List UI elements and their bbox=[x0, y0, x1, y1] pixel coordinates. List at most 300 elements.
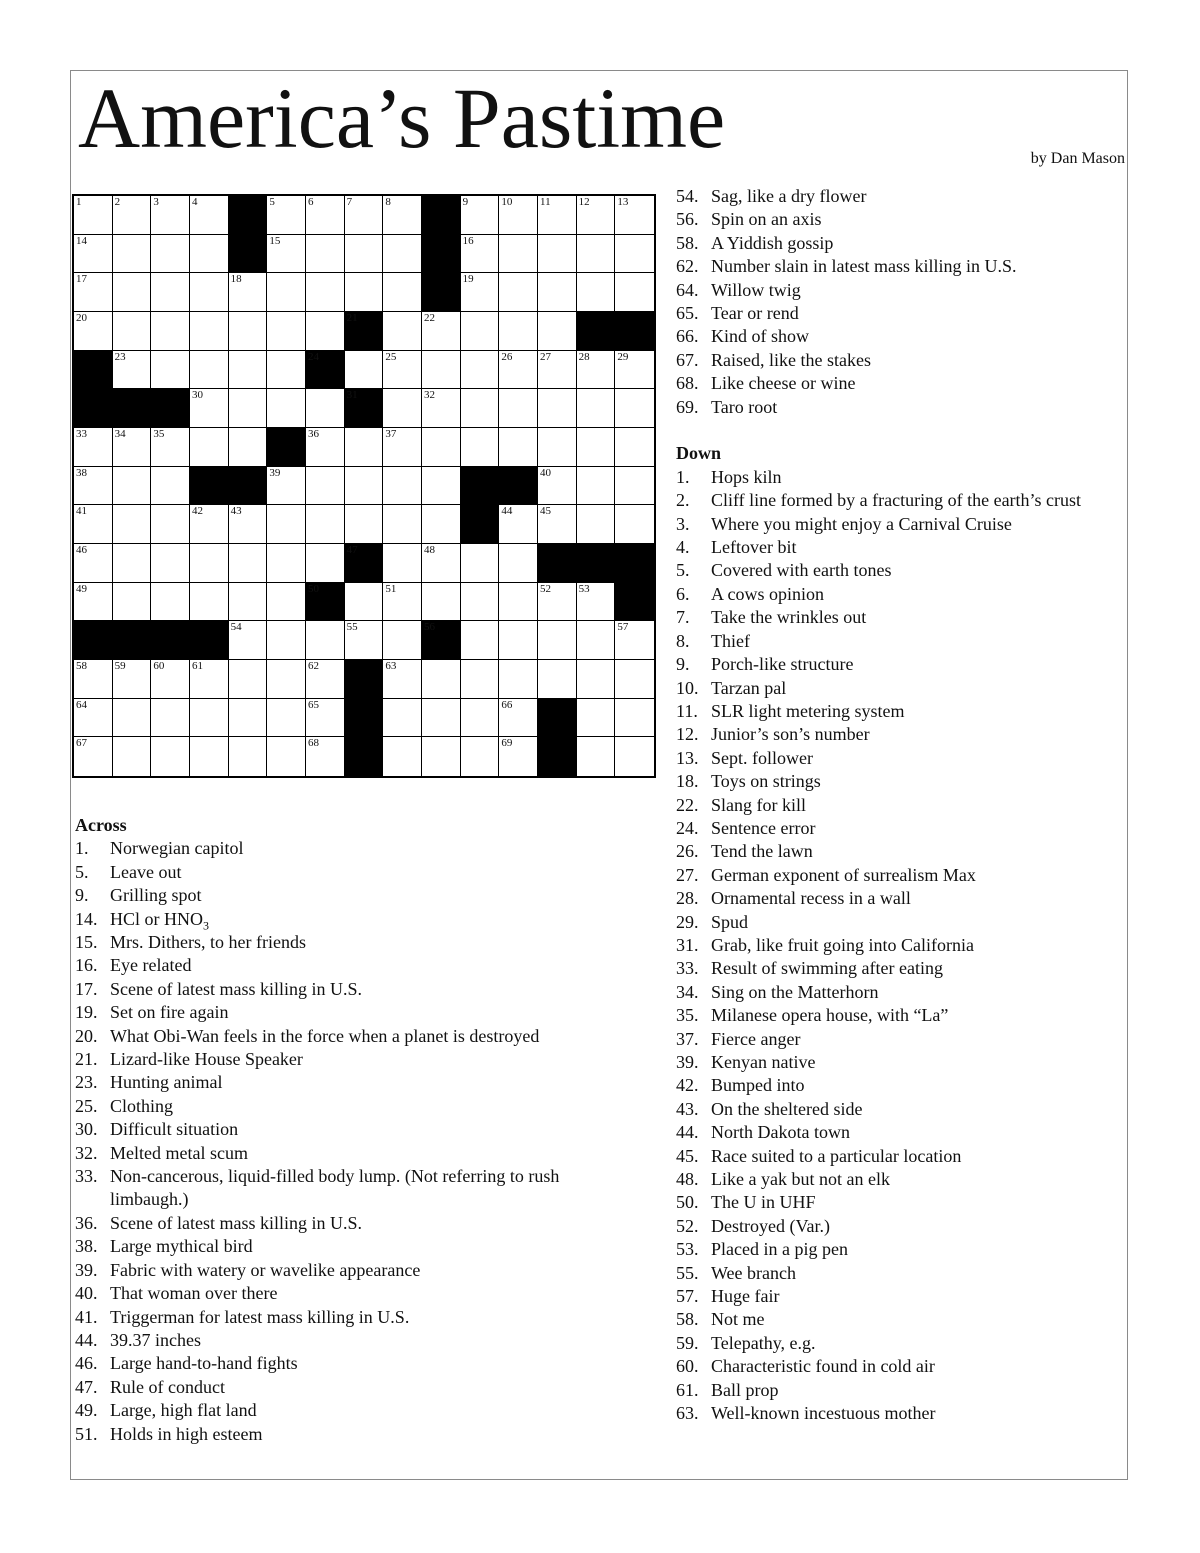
down-clue bbox=[676, 630, 1126, 653]
down-clue bbox=[676, 1168, 1126, 1191]
grid-cell[interactable] bbox=[113, 505, 152, 544]
grid-cell[interactable] bbox=[113, 351, 152, 390]
grid-cell[interactable] bbox=[267, 660, 306, 699]
grid-cell[interactable] bbox=[422, 583, 461, 622]
grid-cell[interactable] bbox=[383, 505, 422, 544]
grid-cell[interactable] bbox=[499, 583, 538, 622]
cell-number: 31 bbox=[346, 389, 358, 402]
grid-cell[interactable] bbox=[499, 660, 538, 699]
black-square bbox=[461, 467, 500, 506]
grid-cell[interactable] bbox=[577, 737, 616, 776]
grid-cell[interactable] bbox=[306, 737, 345, 776]
grid-cell[interactable] bbox=[74, 467, 113, 506]
grid-cell[interactable] bbox=[538, 196, 577, 235]
grid-cell[interactable] bbox=[113, 273, 152, 312]
grid-cell[interactable] bbox=[383, 699, 422, 738]
across-clue bbox=[75, 1071, 615, 1094]
grid-cell[interactable] bbox=[190, 699, 229, 738]
clue-text: Destroyed (Var.) bbox=[711, 1215, 830, 1236]
grid-cell[interactable] bbox=[306, 621, 345, 660]
cell-number: 6 bbox=[308, 196, 314, 208]
grid-cell[interactable] bbox=[461, 351, 500, 390]
clue-text: Tarzan pal bbox=[711, 677, 787, 698]
down-clue bbox=[676, 536, 1126, 559]
grid-cell[interactable] bbox=[577, 196, 616, 235]
down-clue bbox=[676, 794, 1126, 817]
grid-cell[interactable] bbox=[151, 428, 190, 467]
grid-cell[interactable] bbox=[151, 699, 190, 738]
clue-number: 38. bbox=[75, 1236, 98, 1257]
cell-number: 30 bbox=[192, 389, 203, 402]
grid-cell[interactable] bbox=[229, 699, 268, 738]
clue-number: 58. bbox=[676, 232, 699, 253]
grid-cell[interactable] bbox=[306, 660, 345, 699]
grid-cell[interactable] bbox=[306, 428, 345, 467]
grid-cell[interactable] bbox=[306, 196, 345, 235]
down-clue bbox=[676, 770, 1126, 793]
grid-cell[interactable] bbox=[577, 467, 616, 506]
grid-cell[interactable] bbox=[151, 196, 190, 235]
clue-number: 52. bbox=[676, 1215, 699, 1236]
grid-cell[interactable] bbox=[74, 312, 113, 351]
grid-cell[interactable] bbox=[499, 505, 538, 544]
clue-text: Slang for kill bbox=[711, 794, 806, 815]
grid-cell[interactable] bbox=[267, 505, 306, 544]
grid-cell[interactable] bbox=[190, 737, 229, 776]
down-clue bbox=[676, 957, 1126, 980]
grid-cell[interactable] bbox=[461, 699, 500, 738]
grid-cell[interactable] bbox=[499, 196, 538, 235]
clue-text: Toys on strings bbox=[711, 771, 821, 792]
cell-number: 66 bbox=[501, 698, 513, 711]
grid-cell[interactable] bbox=[190, 544, 229, 583]
clue-text: Lizard-like House Speaker bbox=[110, 1049, 303, 1070]
cell-number: 15 bbox=[269, 234, 281, 247]
grid-cell[interactable] bbox=[422, 699, 461, 738]
across-clue bbox=[75, 1282, 615, 1305]
grid-cell[interactable] bbox=[499, 235, 538, 274]
grid-cell[interactable] bbox=[113, 235, 152, 274]
grid-cell[interactable] bbox=[383, 583, 422, 622]
grid-cell[interactable] bbox=[615, 273, 654, 312]
grid-cell[interactable] bbox=[345, 428, 384, 467]
black-square bbox=[577, 544, 616, 583]
clue-text: Well-known incestuous mother bbox=[711, 1403, 936, 1424]
grid-cell[interactable] bbox=[615, 467, 654, 506]
grid-cell[interactable] bbox=[229, 621, 268, 660]
grid-cell[interactable] bbox=[422, 505, 461, 544]
grid-cell[interactable] bbox=[113, 583, 152, 622]
grid-cell[interactable] bbox=[113, 196, 152, 235]
grid-cell[interactable] bbox=[499, 273, 538, 312]
grid-cell[interactable] bbox=[345, 467, 384, 506]
grid-cell[interactable] bbox=[267, 351, 306, 390]
grid-cell[interactable] bbox=[306, 544, 345, 583]
cell-number: 35 bbox=[153, 428, 165, 440]
clue-text: Where you might enjoy a Carnival Cruise bbox=[711, 513, 1012, 534]
grid-cell[interactable] bbox=[151, 273, 190, 312]
across-clue bbox=[75, 1352, 615, 1375]
grid-cell[interactable] bbox=[383, 389, 422, 428]
grid-cell[interactable] bbox=[461, 660, 500, 699]
grid-cell[interactable] bbox=[461, 544, 500, 583]
grid-cell[interactable] bbox=[190, 389, 229, 428]
grid-cell[interactable] bbox=[345, 621, 384, 660]
clue-number: 32. bbox=[75, 1142, 98, 1163]
grid-cell[interactable] bbox=[538, 505, 577, 544]
clue-number: 61. bbox=[676, 1379, 699, 1400]
cell-number: 49 bbox=[76, 582, 87, 595]
grid-cell[interactable] bbox=[229, 737, 268, 776]
clue-text: Thief bbox=[711, 630, 750, 651]
cell-number: 65 bbox=[308, 698, 319, 711]
grid-cell[interactable] bbox=[383, 621, 422, 660]
grid-cell[interactable] bbox=[383, 544, 422, 583]
clue-text: Grab, like fruit going into California bbox=[711, 934, 974, 955]
grid-cell[interactable] bbox=[383, 235, 422, 274]
grid-cell[interactable] bbox=[113, 428, 152, 467]
grid-cell[interactable] bbox=[461, 273, 500, 312]
across-clue bbox=[676, 279, 1126, 302]
cell-number: 16 bbox=[462, 234, 474, 247]
clue-text: Placed in a pig pen bbox=[711, 1239, 848, 1260]
crossword-grid bbox=[72, 194, 656, 778]
black-square bbox=[190, 621, 229, 660]
grid-cell[interactable] bbox=[113, 660, 152, 699]
grid-cell[interactable] bbox=[267, 699, 306, 738]
grid-cell[interactable] bbox=[190, 235, 229, 274]
grid-cell[interactable] bbox=[345, 196, 384, 235]
clue-text: Willow twig bbox=[711, 279, 801, 300]
clue-number: 25. bbox=[75, 1095, 98, 1116]
grid-cell[interactable] bbox=[615, 737, 654, 776]
grid-cell[interactable] bbox=[615, 621, 654, 660]
clue-text: Kenyan native bbox=[711, 1052, 816, 1072]
clue-text: That woman over there bbox=[110, 1283, 278, 1304]
cell-number: 14 bbox=[76, 234, 87, 247]
grid-cell[interactable] bbox=[461, 428, 500, 467]
grid-cell[interactable] bbox=[229, 583, 268, 622]
clue-text: North Dakota town bbox=[711, 1122, 850, 1143]
grid-cell[interactable] bbox=[538, 621, 577, 660]
grid-cell[interactable] bbox=[577, 660, 616, 699]
clue-number: 45. bbox=[676, 1145, 699, 1166]
grid-cell[interactable] bbox=[74, 196, 113, 235]
grid-cell[interactable] bbox=[74, 583, 113, 622]
grid-cell[interactable] bbox=[383, 660, 422, 699]
grid-cell[interactable] bbox=[74, 428, 113, 467]
grid-cell[interactable] bbox=[461, 235, 500, 274]
grid-cell[interactable] bbox=[267, 467, 306, 506]
cell-number: 68 bbox=[308, 737, 319, 750]
grid-cell[interactable] bbox=[538, 428, 577, 467]
grid-cell[interactable] bbox=[615, 505, 654, 544]
clue-text: Tend the lawn bbox=[711, 841, 813, 862]
grid-cell[interactable] bbox=[422, 544, 461, 583]
grid-cell[interactable] bbox=[113, 312, 152, 351]
grid-cell[interactable] bbox=[538, 660, 577, 699]
clue-number: 50. bbox=[676, 1192, 699, 1213]
clue-number: 37. bbox=[676, 1028, 699, 1049]
grid-cell[interactable] bbox=[267, 544, 306, 583]
grid-cell[interactable] bbox=[267, 273, 306, 312]
clue-text: Melted metal scum bbox=[110, 1142, 248, 1163]
clue-text: Set on fire again bbox=[110, 1002, 229, 1023]
cell-number: 1 bbox=[76, 196, 82, 208]
clue-text: Mrs. Dithers, to her friends bbox=[110, 932, 306, 953]
grid-cell[interactable] bbox=[499, 428, 538, 467]
grid-cell[interactable] bbox=[461, 312, 500, 351]
clue-text: Sing on the Matterhorn bbox=[711, 981, 879, 1002]
grid-cell[interactable] bbox=[151, 583, 190, 622]
grid-cell[interactable] bbox=[151, 737, 190, 776]
clue-number: 16. bbox=[75, 955, 98, 976]
grid-cell[interactable] bbox=[461, 583, 500, 622]
grid-cell[interactable] bbox=[190, 660, 229, 699]
grid-cell[interactable] bbox=[113, 467, 152, 506]
grid-cell[interactable] bbox=[229, 505, 268, 544]
grid-cell[interactable] bbox=[345, 273, 384, 312]
grid-cell[interactable] bbox=[461, 196, 500, 235]
grid-cell[interactable] bbox=[306, 273, 345, 312]
grid-cell[interactable] bbox=[383, 351, 422, 390]
grid-cell[interactable] bbox=[615, 428, 654, 467]
clue-number: 5. bbox=[676, 560, 690, 581]
clue-number: 60. bbox=[676, 1356, 699, 1377]
grid-cell[interactable] bbox=[538, 351, 577, 390]
grid-cell[interactable] bbox=[306, 699, 345, 738]
black-square bbox=[229, 196, 268, 235]
grid-cell[interactable] bbox=[499, 312, 538, 351]
grid-cell[interactable] bbox=[577, 351, 616, 390]
grid-cell[interactable] bbox=[538, 235, 577, 274]
grid-cell[interactable] bbox=[74, 273, 113, 312]
grid-cell[interactable] bbox=[229, 273, 268, 312]
grid-cell[interactable] bbox=[422, 428, 461, 467]
grid-cell[interactable] bbox=[306, 235, 345, 274]
grid-cell[interactable] bbox=[577, 273, 616, 312]
down-clue bbox=[676, 723, 1126, 746]
clue-text: Milanese opera house, with “La” bbox=[711, 1005, 949, 1026]
grid-cell[interactable] bbox=[190, 351, 229, 390]
clue-number: 48. bbox=[676, 1169, 699, 1190]
grid-cell[interactable] bbox=[267, 235, 306, 274]
grid-cell[interactable] bbox=[615, 699, 654, 738]
grid-cell[interactable] bbox=[267, 196, 306, 235]
grid-cell[interactable] bbox=[345, 505, 384, 544]
grid-cell[interactable] bbox=[190, 312, 229, 351]
grid-cell[interactable] bbox=[499, 544, 538, 583]
grid-cell[interactable] bbox=[113, 737, 152, 776]
cell-number: 4 bbox=[192, 196, 198, 208]
grid-cell[interactable] bbox=[577, 235, 616, 274]
clue-text: Characteristic found in cold air bbox=[711, 1356, 935, 1377]
grid-cell[interactable] bbox=[190, 196, 229, 235]
cell-number: 19 bbox=[462, 273, 474, 286]
grid-cell[interactable] bbox=[306, 312, 345, 351]
cell-number: 8 bbox=[385, 196, 391, 208]
grid-cell[interactable] bbox=[267, 621, 306, 660]
clue-number: 22. bbox=[676, 794, 699, 815]
grid-cell[interactable] bbox=[190, 428, 229, 467]
cell-number: 39 bbox=[269, 466, 281, 479]
grid-cell[interactable] bbox=[615, 235, 654, 274]
grid-cell[interactable] bbox=[151, 467, 190, 506]
grid-cell[interactable] bbox=[383, 428, 422, 467]
down-clue bbox=[676, 1145, 1126, 1168]
grid-cell[interactable] bbox=[577, 428, 616, 467]
grid-cell[interactable] bbox=[422, 660, 461, 699]
grid-cell[interactable] bbox=[422, 467, 461, 506]
grid-cell[interactable] bbox=[113, 699, 152, 738]
grid-cell[interactable] bbox=[74, 660, 113, 699]
grid-cell[interactable] bbox=[615, 351, 654, 390]
grid-cell[interactable] bbox=[615, 389, 654, 428]
clue-number: 46. bbox=[75, 1353, 98, 1374]
cell-number: 64 bbox=[76, 698, 87, 711]
black-square bbox=[422, 196, 461, 235]
grid-cell[interactable] bbox=[267, 389, 306, 428]
grid-cell[interactable] bbox=[422, 389, 461, 428]
grid-cell[interactable] bbox=[499, 737, 538, 776]
cell-number: 34 bbox=[114, 428, 126, 440]
black-square bbox=[422, 621, 461, 660]
grid-cell[interactable] bbox=[229, 389, 268, 428]
grid-cell[interactable] bbox=[577, 583, 616, 622]
grid-cell[interactable] bbox=[151, 660, 190, 699]
grid-cell[interactable] bbox=[267, 583, 306, 622]
grid-cell[interactable] bbox=[538, 583, 577, 622]
clue-text: Scene of latest mass killing in U.S. bbox=[110, 978, 362, 999]
grid-cell[interactable] bbox=[383, 312, 422, 351]
cell-number: 53 bbox=[578, 582, 590, 595]
grid-cell[interactable] bbox=[74, 544, 113, 583]
clue-text: SLR light metering system bbox=[711, 700, 905, 721]
grid-cell[interactable] bbox=[74, 235, 113, 274]
grid-cell[interactable] bbox=[461, 621, 500, 660]
across-clue bbox=[676, 372, 1126, 395]
clue-text: Raised, like the stakes bbox=[711, 349, 871, 370]
grid-cell[interactable] bbox=[538, 389, 577, 428]
clue-number: 26. bbox=[676, 841, 699, 862]
grid-cell[interactable] bbox=[306, 505, 345, 544]
grid-cell[interactable] bbox=[461, 737, 500, 776]
clue-number: 19. bbox=[75, 1002, 98, 1023]
down-clue bbox=[676, 1191, 1126, 1214]
down-clue bbox=[676, 1402, 1126, 1425]
grid-cell[interactable] bbox=[422, 312, 461, 351]
grid-cell[interactable] bbox=[383, 196, 422, 235]
cell-number: 5 bbox=[269, 196, 275, 208]
grid-cell[interactable] bbox=[229, 351, 268, 390]
grid-cell[interactable] bbox=[538, 467, 577, 506]
black-square bbox=[615, 583, 654, 622]
black-square bbox=[345, 699, 384, 738]
cell-number: 60 bbox=[153, 660, 165, 672]
clue-number: 30. bbox=[75, 1119, 98, 1140]
cell-number: 13 bbox=[617, 196, 629, 208]
grid-cell[interactable] bbox=[229, 428, 268, 467]
grid-cell[interactable] bbox=[538, 273, 577, 312]
grid-cell[interactable] bbox=[499, 699, 538, 738]
grid-cell[interactable] bbox=[345, 351, 384, 390]
grid-cell[interactable] bbox=[229, 544, 268, 583]
grid-cell[interactable] bbox=[383, 737, 422, 776]
grid-cell[interactable] bbox=[461, 389, 500, 428]
grid-cell[interactable] bbox=[151, 312, 190, 351]
grid-cell[interactable] bbox=[229, 312, 268, 351]
grid-cell[interactable] bbox=[74, 699, 113, 738]
grid-cell[interactable] bbox=[615, 196, 654, 235]
grid-cell[interactable] bbox=[577, 699, 616, 738]
clue-number: 40. bbox=[75, 1283, 98, 1304]
grid-cell[interactable] bbox=[229, 660, 268, 699]
grid-cell[interactable] bbox=[499, 351, 538, 390]
clue-text: Race suited to a particular location bbox=[711, 1145, 962, 1166]
cell-number: 36 bbox=[308, 428, 319, 440]
grid-cell[interactable] bbox=[151, 544, 190, 583]
clue-text: Bumped into bbox=[711, 1075, 805, 1096]
grid-cell[interactable] bbox=[151, 235, 190, 274]
grid-cell[interactable] bbox=[499, 621, 538, 660]
clue-text: Wee branch bbox=[711, 1262, 796, 1283]
grid-cell[interactable] bbox=[190, 583, 229, 622]
grid-cell[interactable] bbox=[306, 467, 345, 506]
black-square bbox=[229, 467, 268, 506]
grid-cell[interactable] bbox=[306, 389, 345, 428]
grid-cell[interactable] bbox=[74, 737, 113, 776]
across-clue bbox=[75, 1306, 615, 1329]
grid-cell[interactable] bbox=[383, 273, 422, 312]
grid-cell[interactable] bbox=[577, 389, 616, 428]
across-clue bbox=[75, 861, 615, 884]
grid-cell[interactable] bbox=[422, 351, 461, 390]
across-clue bbox=[75, 954, 615, 977]
grid-cell[interactable] bbox=[113, 544, 152, 583]
cell-number: 41 bbox=[76, 505, 87, 518]
grid-cell[interactable] bbox=[577, 621, 616, 660]
cell-number: 24 bbox=[308, 350, 319, 363]
grid-cell[interactable] bbox=[383, 467, 422, 506]
grid-cell[interactable] bbox=[422, 737, 461, 776]
clue-text: Not me bbox=[711, 1309, 765, 1330]
clue-number: 2. bbox=[676, 490, 690, 511]
grid-cell[interactable] bbox=[267, 312, 306, 351]
grid-cell[interactable] bbox=[345, 583, 384, 622]
grid-cell[interactable] bbox=[190, 505, 229, 544]
grid-cell[interactable] bbox=[577, 505, 616, 544]
down-clue bbox=[676, 840, 1126, 863]
clue-text: A Yiddish gossip bbox=[711, 232, 834, 253]
grid-cell[interactable] bbox=[615, 660, 654, 699]
down-clue bbox=[676, 1238, 1126, 1261]
grid-cell[interactable] bbox=[345, 235, 384, 274]
grid-cell[interactable] bbox=[538, 312, 577, 351]
cell-number: 3 bbox=[153, 196, 159, 208]
cell-number: 21 bbox=[346, 312, 358, 324]
cell-number: 29 bbox=[617, 350, 629, 363]
grid-cell[interactable] bbox=[74, 505, 113, 544]
grid-cell[interactable] bbox=[499, 389, 538, 428]
clue-number: 29. bbox=[676, 911, 699, 932]
clue-text: Rule of conduct bbox=[110, 1376, 225, 1397]
clue-text: Tear or rend bbox=[711, 303, 799, 324]
grid-cell[interactable] bbox=[190, 273, 229, 312]
grid-cell[interactable] bbox=[151, 351, 190, 390]
across-clue bbox=[75, 1399, 615, 1422]
grid-cell[interactable] bbox=[151, 505, 190, 544]
grid-cell[interactable] bbox=[267, 737, 306, 776]
